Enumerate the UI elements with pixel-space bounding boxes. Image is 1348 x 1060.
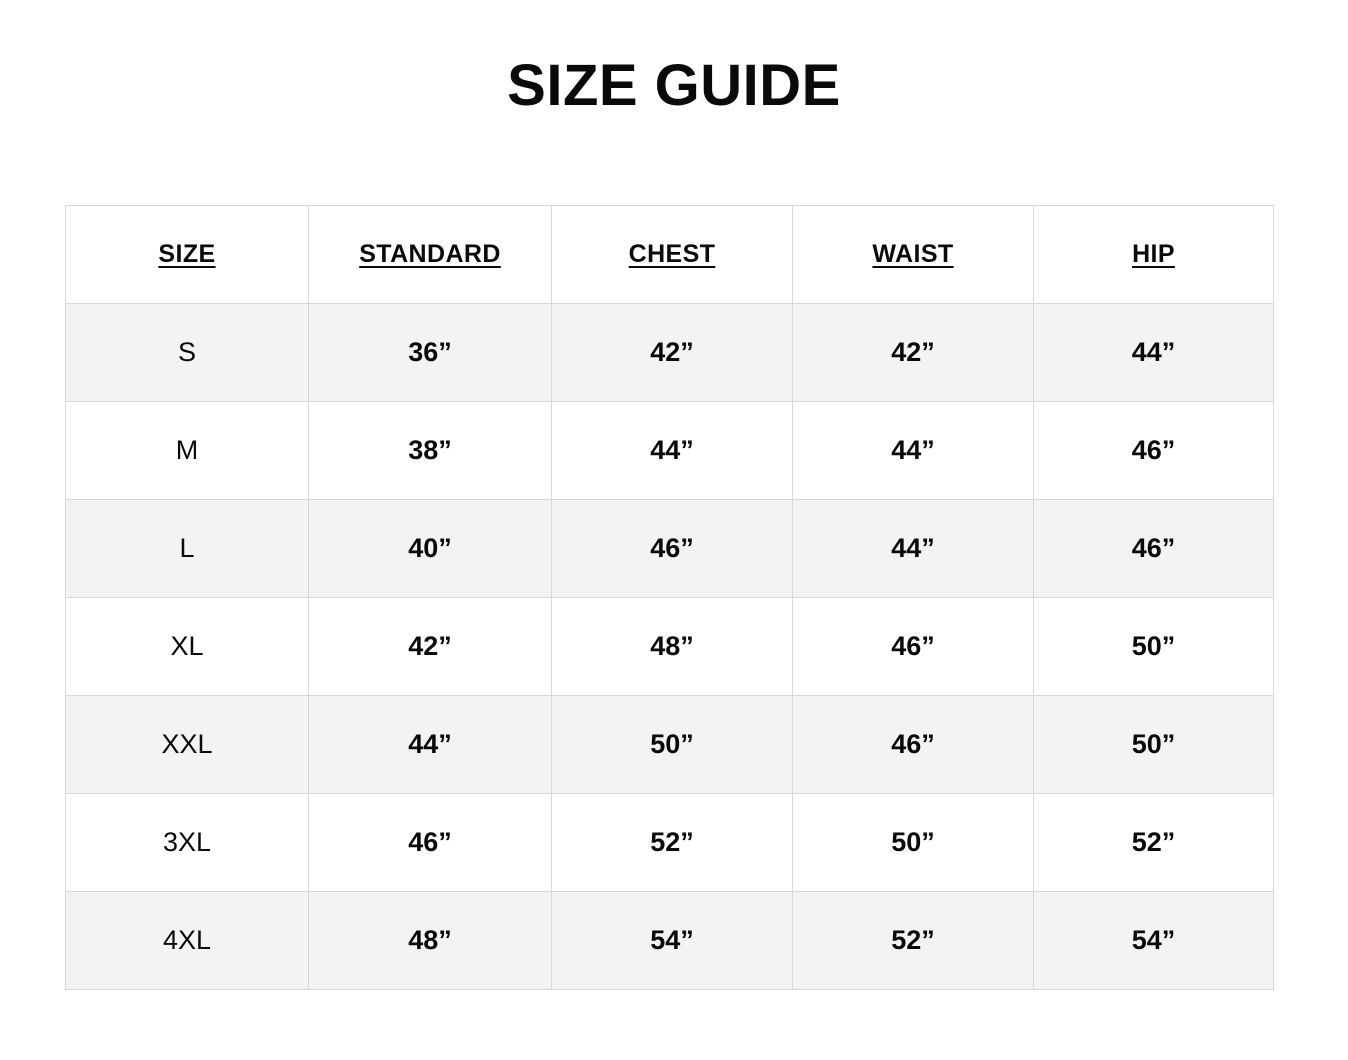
cell-waist: 46” [793,696,1034,794]
cell-waist: 42” [793,304,1034,402]
table-row [66,598,1274,696]
size-guide-table [65,205,1274,990]
cell-size: 3XL [66,794,309,892]
cell-waist: 46” [793,598,1034,696]
cell-size: M [66,402,309,500]
cell-size: L [66,500,309,598]
cell-standard: 36” [309,304,552,402]
table-row [66,304,1274,402]
table-row [66,500,1274,598]
table-row [66,794,1274,892]
size-table-container [65,205,1273,990]
column-header-hip: HIP [1034,206,1274,304]
cell-hip: 44” [1034,304,1274,402]
column-header-chest: CHEST [552,206,793,304]
cell-hip: 52” [1034,794,1274,892]
table-header-row [66,206,1274,304]
cell-chest: 42” [552,304,793,402]
cell-waist: 44” [793,402,1034,500]
cell-waist: 50” [793,794,1034,892]
cell-hip: 50” [1034,598,1274,696]
column-header-size: SIZE [66,206,309,304]
cell-hip: 54” [1034,892,1274,990]
cell-chest: 48” [552,598,793,696]
table-header [66,206,1274,304]
cell-size: S [66,304,309,402]
cell-size: 4XL [66,892,309,990]
cell-chest: 54” [552,892,793,990]
cell-hip: 46” [1034,500,1274,598]
cell-standard: 48” [309,892,552,990]
cell-standard: 42” [309,598,552,696]
cell-standard: 40” [309,500,552,598]
cell-standard: 38” [309,402,552,500]
cell-size: XL [66,598,309,696]
cell-size: XXL [66,696,309,794]
cell-standard: 46” [309,794,552,892]
column-header-waist: WAIST [793,206,1034,304]
table-row [66,892,1274,990]
cell-standard: 44” [309,696,552,794]
cell-hip: 50” [1034,696,1274,794]
table-row [66,402,1274,500]
cell-hip: 46” [1034,402,1274,500]
column-header-standard: STANDARD [309,206,552,304]
cell-chest: 52” [552,794,793,892]
table-body [66,304,1274,990]
page-title: SIZE GUIDE [507,53,841,118]
cell-chest: 46” [552,500,793,598]
cell-chest: 44” [552,402,793,500]
cell-waist: 44” [793,500,1034,598]
cell-waist: 52” [793,892,1034,990]
table-row [66,696,1274,794]
cell-chest: 50” [552,696,793,794]
